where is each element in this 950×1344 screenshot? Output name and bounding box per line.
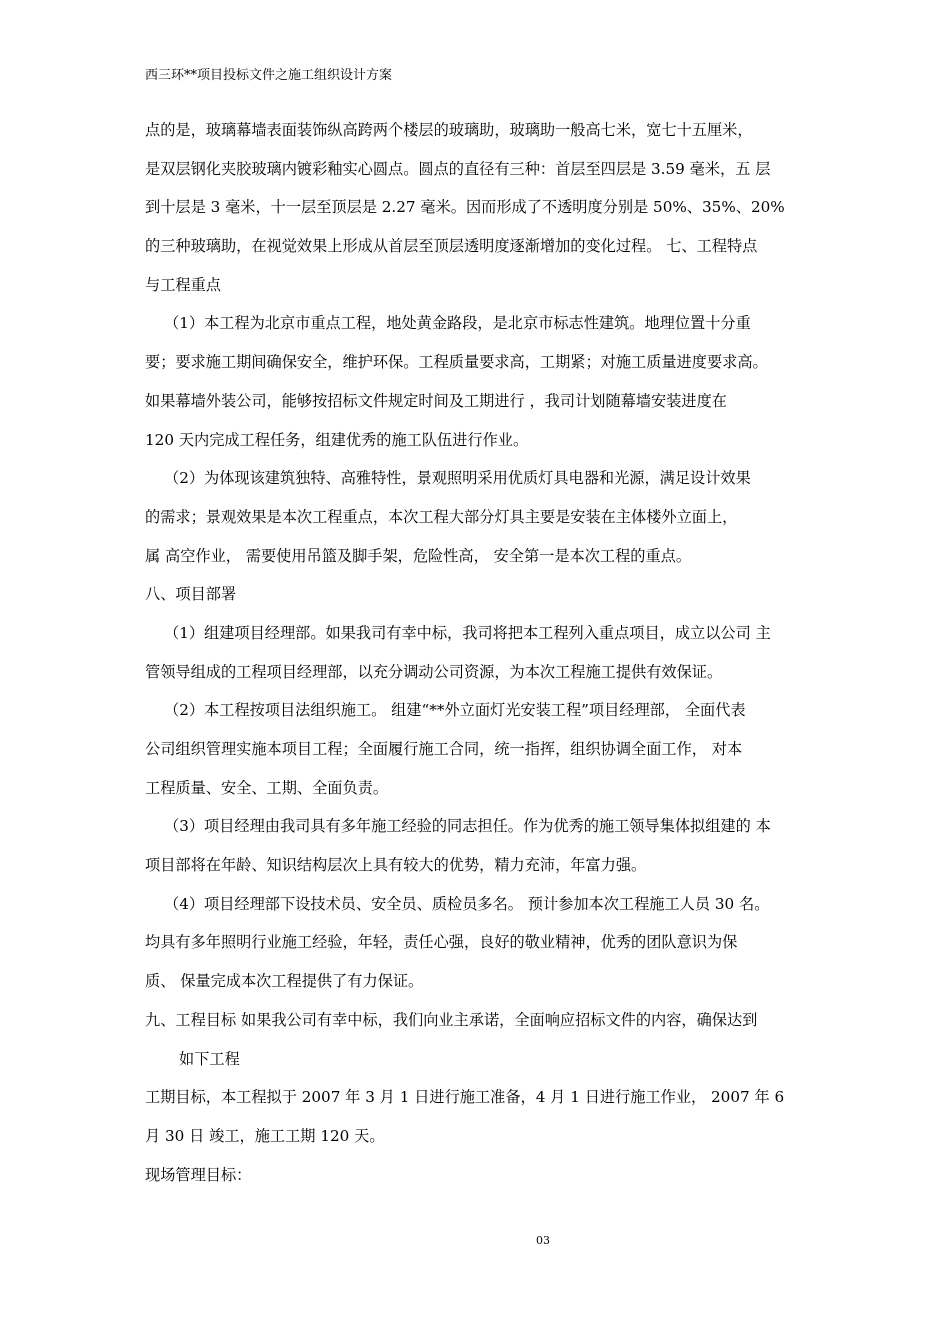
paragraph-line: 工期目标，本工程拟于 2007 年 3 月 1 日进行施工准备，4 月 1 日进行施工作业， 2007 年 6 bbox=[145, 1088, 785, 1107]
paragraph-line: 到十层是 3 毫米，十一层至顶层是 2.27 毫米。因而形成了不透明度分别是 50%、35%、20% bbox=[145, 198, 785, 217]
paragraph-line: 如下工程 bbox=[179, 1049, 240, 1068]
paragraph-line: （1）组建项目经理部。如果我司有幸中标，我司将把本工程列入重点项目，成立以公司 主 bbox=[164, 623, 771, 642]
paragraph-line: （4）项目经理部下设技术员、安全员、质检员多名。 预计参加本次工程施工人员 30 名。 bbox=[164, 894, 770, 913]
paragraph-line: （1）本工程为北京市重点工程，地处黄金路段，是北京市标志性建筑。地理位置十分重 bbox=[164, 314, 751, 333]
paragraph-line: 属 高空作业， 需要使用吊篮及脚手架，危险性高， 安全第一是本次工程的重点。 bbox=[145, 546, 692, 565]
paragraph-line: 质、 保量完成本次工程提供了有力保证。 bbox=[145, 972, 424, 991]
page-header: 西三环**项目投标文件之施工组织设计方案 bbox=[145, 68, 393, 83]
paragraph-line: 项目部将在年龄、知识结构层次上具有较大的优势，精力充沛，年富力强。 bbox=[145, 856, 647, 875]
paragraph-line: 管领导组成的工程项目经理部，以充分调动公司资源，为本次工程施工提供有效保证。 bbox=[145, 662, 723, 681]
page-number: 03 bbox=[536, 1234, 550, 1247]
paragraph-line: （2）本工程按项目法组织施工。 组建“**外立面灯光安装工程”项目经理部， 全面代表 bbox=[164, 701, 746, 720]
section-heading: 八、项目部署 bbox=[145, 585, 237, 604]
paragraph-line: 公司组织管理实施本项目工程；全面履行施工合同，统一指挥，组织协调全面工作， 对本 bbox=[145, 740, 743, 758]
paragraph-line: 的需求；景观效果是本次工程重点，本次工程大部分灯具主要是安装在主体楼外立面上， bbox=[145, 507, 738, 526]
paragraph-line: 要；要求施工期间确保安全，维护环保。工程质量要求高，工期紧；对施工质量进度要求高。 bbox=[145, 353, 768, 372]
paragraph-line: （3）项目经理由我司具有多年施工经验的同志担任。作为优秀的施工领导集体拟组建的 本 bbox=[164, 817, 771, 836]
paragraph-line: 如果幕墙外装公司，能够按招标文件规定时间及工期进行 ，我司计划随幕墙安装进度在 bbox=[145, 391, 727, 410]
paragraph-line: 工程质量、安全、工期、全面负责。 bbox=[145, 778, 388, 797]
paragraph-line: 均具有多年照明行业施工经验，年轻，责任心强，良好的敬业精神，优秀的团队意识为保 bbox=[145, 933, 738, 952]
paragraph-line: 的三种玻璃助，在视觉效果上形成从首层至顶层透明度逐渐增加的变化过程。 七、工程特点 bbox=[145, 237, 758, 256]
paragraph-line: 是双层钢化夹胶玻璃内镀彩釉实心圆点。圆点的直径有三种：首层至四层是 3.59 毫米，五 层 bbox=[145, 159, 771, 178]
document-body bbox=[145, 116, 835, 1199]
paragraph-line: （2）为体现该建筑独特、高雅特性，景观照明采用优质灯具电器和光源，满足设计效果 bbox=[164, 469, 751, 488]
paragraph-line: 点的是，玻璃幕墙表面装饰纵高跨两个楼层的玻璃助，玻璃助一般高七米，宽七十五厘米， bbox=[145, 121, 753, 139]
paragraph-line: 120 天内完成工程任务，组建优秀的施工队伍进行作业。 bbox=[145, 430, 529, 449]
paragraph-line: 现场管理目标： bbox=[145, 1165, 252, 1184]
paragraph-line: 月 30 日 竣工，施工工期 120 天。 bbox=[145, 1126, 385, 1145]
paragraph-line: 与工程重点 bbox=[145, 275, 221, 294]
section-heading: 九、工程目标 如果我公司有幸中标，我们向业主承诺，全面响应招标文件的内容，确保达到 bbox=[145, 1010, 758, 1029]
